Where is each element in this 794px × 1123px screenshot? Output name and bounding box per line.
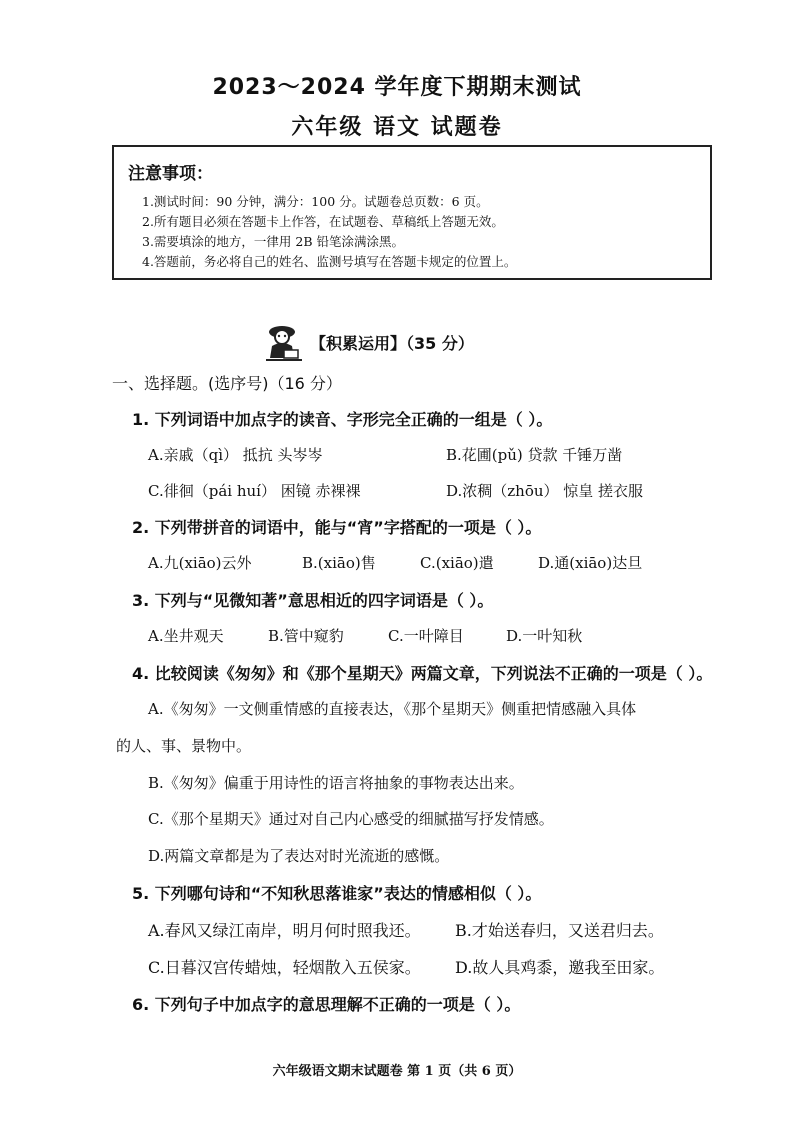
q1-option-c: C.徘徊（pái huí） 困镜 赤裸裸: [148, 482, 361, 500]
notice-heading: 注意事项：: [128, 164, 213, 184]
notice-item-3: 3.需要填涂的地方，一律用 2B 铅笔涂满涂黑。: [142, 234, 405, 249]
q1-option-b: B.花圃(pǔ) 贷款 千锤万凿: [446, 446, 623, 464]
notice-item-1: 1.测试时间：90 分钟，满分：100 分。试题卷总页数：6 页。: [142, 194, 489, 209]
notice-item-4: 4.答题前，务必将自己的姓名、监测号填写在答题卡规定的位置上。: [142, 254, 517, 269]
q3-option-b: B.管中窥豹: [268, 627, 344, 645]
q3-option-c: C.一叶障目: [388, 627, 464, 645]
page-footer: 六年级语文期末试题卷 第 1 页（共 6 页）: [272, 1064, 522, 1079]
section-title: 【积累运用】（35 分）: [310, 333, 474, 353]
q5-option-d: D.故人具鸡黍，邀我至田家。: [455, 958, 665, 977]
part-title: 一、选择题。(选序号)（16 分）: [112, 374, 342, 393]
q4-option-a-line1: A.《匆匆》一文侧重情感的直接表达，《那个星期天》侧重把情感融入具体: [148, 700, 637, 718]
exam-subtitle: 六年级 语文 试题卷: [291, 115, 503, 140]
q1-option-d: D.浓稠（zhōu） 惊皇 搓衣服: [446, 482, 644, 500]
reading-figure-icon: [262, 320, 306, 364]
notice-box: [112, 145, 712, 280]
q1-option-a: A.亲戚（qì） 抵抗 头岑岑: [148, 446, 323, 464]
question-4-stem: 4. 比较阅读《匆匆》和《那个星期天》两篇文章，下列说法不正确的一项是（ ）。: [132, 664, 713, 683]
q2-option-b: B.(xiāo)售: [302, 554, 376, 572]
question-2-stem: 2. 下列带拼音的词语中，能与“宵”字搭配的一项是（ ）。: [132, 518, 542, 537]
q4-option-c: C.《那个星期天》通过对自己内心感受的细腻描写抒发情感。: [148, 810, 554, 828]
notice-item-2: 2.所有题目必须在答题卡上作答，在试题卷、草稿纸上答题无效。: [142, 214, 504, 229]
q4-option-b: B.《匆匆》偏重于用诗性的语言将抽象的事物表达出来。: [148, 774, 524, 792]
q4-option-d: D.两篇文章都是为了表达对时光流逝的感慨。: [148, 847, 450, 865]
question-3-stem: 3. 下列与“见微知著”意思相近的四字词语是（ ）。: [132, 591, 494, 610]
q3-option-d: D.一叶知秋: [506, 627, 583, 645]
q5-option-a: A.春风又绿江南岸，明月何时照我还。: [148, 921, 421, 940]
q5-option-b: B.才始送春归，又送君归去。: [455, 921, 664, 940]
q3-option-a: A.坐井观天: [148, 627, 224, 645]
question-5-stem: 5. 下列哪句诗和“不知秋思落谁家”表达的情感相似（ ）。: [132, 884, 542, 903]
q2-option-d: D.通(xiāo)达旦: [538, 554, 643, 572]
q2-option-a: A.九(xiāo)云外: [148, 554, 252, 572]
q2-option-c: C.(xiāo)遣: [420, 554, 494, 572]
question-1-stem: 1. 下列词语中加点字的读音、字形完全正确的一组是（ ）。: [132, 410, 553, 429]
section-header: [262, 322, 474, 362]
question-6-stem: 6. 下列句子中加点字的意思理解不正确的一项是（ ）。: [132, 995, 521, 1014]
q5-option-c: C.日暮汉宫传蜡烛，轻烟散入五侯家。: [148, 958, 421, 977]
exam-title: 2023～2024 学年度下期期末测试: [212, 75, 582, 100]
q4-option-a-line2: 的人、事、景物中。: [116, 737, 252, 755]
